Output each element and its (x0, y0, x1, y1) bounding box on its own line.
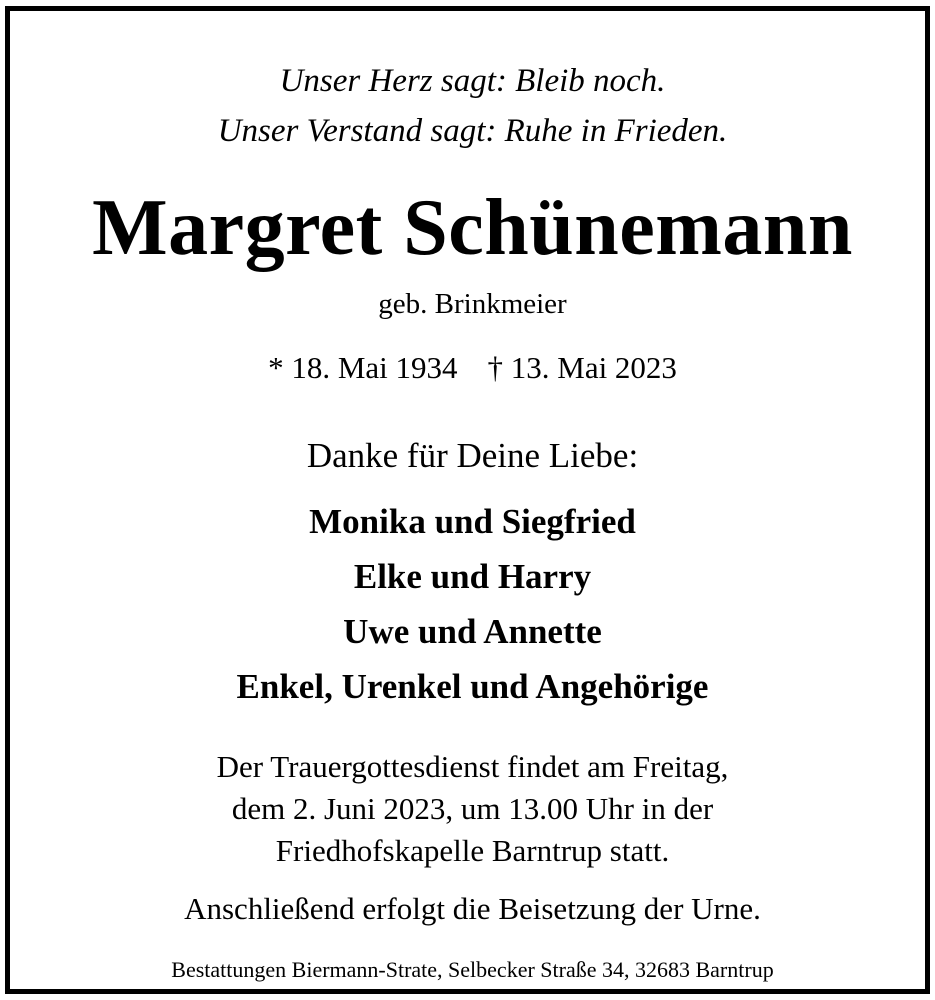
undertaker-address: Bestattungen Biermann-Strate, Selbecker Straße 34, 32683 Barntrup (171, 957, 774, 982)
family-line-2: Elke und Harry (353, 557, 592, 596)
family-line-3: Uwe und Annette (343, 612, 602, 651)
motto-line-1: Unser Herz sagt: Bleib noch. (279, 63, 666, 99)
family-line-1: Monika und Siegfried (309, 502, 636, 541)
deceased-name: Margret Schünemann (92, 184, 853, 272)
motto-line-2: Unser Verstand sagt: Ruhe in Frieden. (217, 113, 728, 149)
thanks-heading: Danke für Deine Liebe: (306, 436, 639, 475)
family-line-4: Enkel, Urenkel und Angehörige (236, 667, 709, 706)
obituary-frame (5, 6, 930, 994)
death-date: † 13. Mai 2023 (487, 350, 677, 385)
service-line-1: Der Trauergottesdienst findet am Freitag, (216, 749, 729, 784)
service-line-3: Friedhofskapelle Barntrup statt. (275, 833, 670, 868)
birth-date: * 18. Mai 1934 (268, 350, 458, 385)
birth-name: geb. Brinkmeier (378, 288, 567, 320)
burial-notice: Anschließend erfolgt die Beisetzung der Urne. (184, 891, 761, 926)
life-dates (10, 350, 935, 386)
service-line-2: dem 2. Juni 2023, um 13.00 Uhr in der (231, 791, 714, 826)
